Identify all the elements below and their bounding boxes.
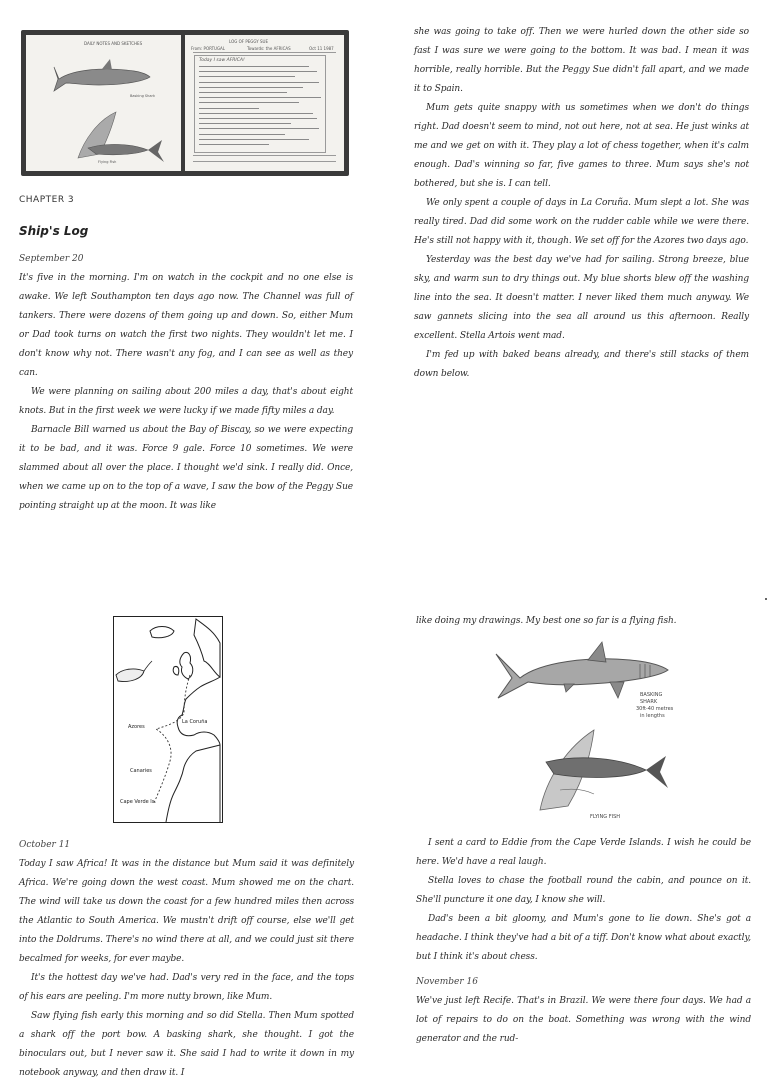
entry-date: September 20 (19, 254, 84, 264)
bottom-right-text (416, 834, 751, 1049)
logbook-from: From: PORTUGAL (191, 46, 226, 51)
entry-date-oct: October 11 (19, 840, 71, 850)
handwriting-line (199, 66, 309, 67)
map-label-canaries: Canaries (130, 768, 152, 774)
bottom-left-text (19, 836, 354, 1083)
paragraph: Mum gets quite snappy with us sometimes when we don't do things right. Dad doesn't seem to mind, not out here, not at sea. He just winks at me and we get on with it. They play a lot of chess together, when it's calm enough. Dad's winning so far, five games to three. Mum says she's not bothered, but she is. I can tell. (414, 103, 749, 189)
handwriting-line (199, 123, 291, 124)
map-whale-icon (116, 661, 152, 682)
paragraph: Saw flying fish early this morning and so did Stella. Then Mum spotted a shark off the port bow. A basking shark, she thought. I got the binoculars out, but I never saw it. She said I had to write it down in my notebook anyway, and then draw it. I (19, 1011, 354, 1078)
paragraph: It's five in the morning. I'm on watch in the cockpit and no one else is awake. We left Southampton ten days ago now. The Channel was full of tankers. There were dozens of them going up and down. So, either Mum or Dad took turns on watch the first two nights. They wouldn't let me. I don't know why not. There wasn't any fog, and I can see as well as they can. (19, 273, 353, 378)
logbook-to: Towards: the AFRICAS (247, 46, 291, 51)
paragraph: Today I saw Africa! It was in the distance but Mum said it was definitely Africa. We're going down the west coast. Mum showed me on the chart. The wind will take us down the coast for a few hundred miles then across the Atlantic to South America. We mustn't drift off course, else we'll get into the Doldrums. There's no wind there at all, and we could just sit there becalmed for weeks, for ever maybe. (19, 859, 354, 964)
voyage-map-drawing (114, 617, 222, 822)
logbook-left-heading: DAILY NOTES AND SKETCHES (84, 41, 143, 46)
logbook-caption-fish: Flying Fish (98, 160, 117, 164)
voyage-map (113, 616, 223, 823)
shark-sketch-small (54, 59, 150, 91)
page-mark (765, 598, 767, 600)
logbook-rule-bottom-2 (193, 161, 336, 162)
paragraph: like doing my drawings. My best one so far is a flying fish. (416, 616, 677, 626)
paragraph: We were planning on sailing about 200 miles a day, that's about eight knots. But in the first week we were lucky if we made fifty miles a day. (19, 387, 353, 416)
bottom-right-first-line (416, 612, 751, 631)
paragraph: Barnacle Bill warned us about the Bay of Biscay, so we were expecting it to be bad, and it was. Force 9 gale. Force 10 sometimes. We were slammed about all over the place. I thought we'd sink. I really did. Once, when we came up on to the top of a wave, I saw the bow of the Peggy Sue pointing straight up at the moon. It was like (19, 425, 353, 511)
paragraph: I'm fed up with baked beans already, and there's still stacks of them down below. (414, 350, 749, 379)
shark-and-fish-illustration (490, 640, 720, 830)
paragraph: It's the hottest day we've had. Dad's very red in the face, and the tops of his ears are peeling. I'm more nutty brown, like Mum. (19, 973, 354, 1002)
handwriting-line (199, 87, 303, 88)
logbook-rule (193, 52, 336, 53)
chapter-title: Ship's Log (19, 224, 89, 238)
logbook-sketches (26, 35, 181, 171)
fish-caption: FLYING FISH (590, 814, 621, 820)
flying-fish-drawing (540, 730, 668, 810)
entry-date-nov: November 16 (416, 977, 478, 987)
map-label-azores: Azores (128, 724, 145, 730)
flying-fish-sketch-small (78, 112, 164, 162)
handwriting-line (199, 76, 295, 77)
paragraph: Stella loves to chase the football round the cabin, and pounce on it. She'll puncture it one day, I know she will. (416, 876, 751, 905)
logbook-rule-bottom (193, 155, 336, 156)
handwriting-line (199, 108, 259, 109)
logbook-right-page (185, 35, 344, 171)
handwriting-line (199, 97, 321, 98)
bottom-right-paragraphs (416, 834, 751, 967)
handwriting-line (199, 128, 319, 129)
bottom-left-paragraphs (19, 855, 354, 1083)
handwriting-line (199, 71, 317, 72)
handwriting-line (199, 113, 313, 114)
bottom-right-paragraphs-2 (416, 992, 751, 1049)
logbook-left-page (26, 35, 181, 171)
top-right-text (414, 23, 749, 384)
handwriting-line (199, 139, 309, 140)
top-right-paragraphs (414, 23, 749, 384)
top-left-paragraphs (19, 269, 353, 516)
paragraph: We only spent a couple of days in La Coruña. Mum slept a lot. She was really tired. Dad did some work on the rudder cable while we were there. He's still not happy with it, though. We set off for the Azores two days ago. (414, 198, 749, 246)
logbook-entry-first: Today I saw AFRICA! (199, 58, 245, 63)
basking-shark-drawing (496, 642, 668, 698)
map-label-la-coruna: La Coruña (182, 719, 208, 725)
handwriting-line (199, 144, 269, 145)
paragraph: I sent a card to Eddie from the Cape Verde Islands. I wish he could be here. We'd have a real laugh. (416, 838, 751, 867)
handwriting-line (199, 134, 285, 135)
logbook-photo (21, 30, 349, 176)
map-label-cape-verde: Cape Verde Is. (120, 799, 156, 805)
paragraph: Yesterday was the best day we've had for sailing. Strong breeze, blue sky, and warm sun to dry things out. My blue shorts blew off the washing line into the sea. It doesn't matter. I never liked them much anyway. We saw gannets slicing into the sea all around us this afternoon. Really excellent. Stella Artois went mad. (414, 255, 749, 341)
handwriting-line (199, 102, 299, 103)
handwriting-line (199, 82, 319, 83)
shark-caption: BASKING SHARK 30ft-40 metres in lengths (636, 692, 674, 719)
handwriting-line (199, 118, 317, 119)
paragraph: she was going to take off. Then we were hurled down the other side so fast I was sure we were going to the bottom. It was bad. I mean it was horrible, really horrible. But the Peggy Sue didn't fall apart, and we made it to Spain. (414, 27, 749, 94)
paragraph: Dad's been a bit gloomy, and Mum's gone to lie down. She's got a headache. I think they've had a bit of a tiff. Don't know what about exactly, but I think it's about chess. (416, 914, 751, 962)
logbook-date: Oct 11 1987 (309, 46, 334, 51)
paragraph: We've just left Recife. That's in Brazil. We were there four days. We had a lot of repairs to do on the boat. Something was wrong with the wind generator and the rud- (416, 996, 751, 1044)
logbook-entry-box (194, 55, 326, 153)
logbook-caption-shark: Basking Shark (130, 94, 155, 98)
logbook-right-heading: LOG OF PEGGY SUE (229, 39, 268, 44)
top-left-text (19, 250, 353, 516)
handwriting-line (199, 92, 287, 93)
chapter-label: CHAPTER 3 (19, 195, 75, 205)
